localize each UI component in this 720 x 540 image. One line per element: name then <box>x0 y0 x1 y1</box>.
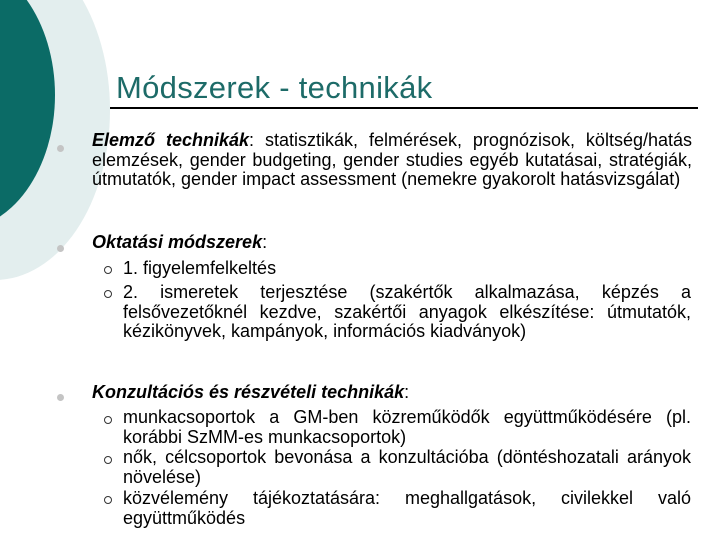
title-underline <box>110 107 698 109</box>
sub-bullet-ring-icon <box>104 416 112 424</box>
sub-item: közvélemény tájékoztatására: meghallgatások, civilekkel való együttműködés <box>123 488 691 528</box>
sub-bullet-ring-icon <box>104 456 112 464</box>
bullet-dot-icon <box>57 145 64 152</box>
sub-item: 2. ismeretek terjesztése (szakértők alkalmazása, képzés a felsővezetőknél kezdve, szakértői anyagok elkészítése: útmutatók, kézikönyvek, kampányok, információs kiadványok) <box>123 282 691 341</box>
sub-item: 1. figyelemfelkeltés <box>123 258 277 278</box>
bullet-dot-icon <box>57 245 64 252</box>
item-colon: : <box>404 382 410 402</box>
item-heading: Elemző technikák <box>92 130 250 150</box>
sub-bullet-ring-icon <box>104 266 112 274</box>
slide-title: Módszerek - technikák <box>116 70 433 105</box>
sub-bullet-ring-icon <box>104 290 112 298</box>
list-item-elemzo <box>92 131 692 190</box>
list-item-konzultacios <box>92 383 692 403</box>
bullet-dot-icon <box>57 394 64 401</box>
item-body: statisztikák, felmérések, prognózisok, költség/hatás elemzések, gender budgeting, gender studies egyéb kutatásai, stratégiák, útmutatók, gender impact assessment (nemekre gyakorolt hatásvizsgálat) <box>92 130 693 189</box>
sub-item: munkacsoportok a GM-ben közreműködők együttműködésére (pl. korábbi SzMM-es munkacsoportok) <box>123 407 691 447</box>
sub-bullet-ring-icon <box>104 496 112 504</box>
item-colon: : <box>249 130 255 150</box>
list-item-oktatasi <box>92 233 692 253</box>
item-colon: : <box>262 232 268 252</box>
item-heading: Konzultációs és részvételi technikák <box>92 382 405 402</box>
item-heading: Oktatási módszerek <box>92 232 263 252</box>
sub-item: nők, célcsoportok bevonása a konzultációba (döntéshozatali arányok növelése) <box>123 447 691 487</box>
